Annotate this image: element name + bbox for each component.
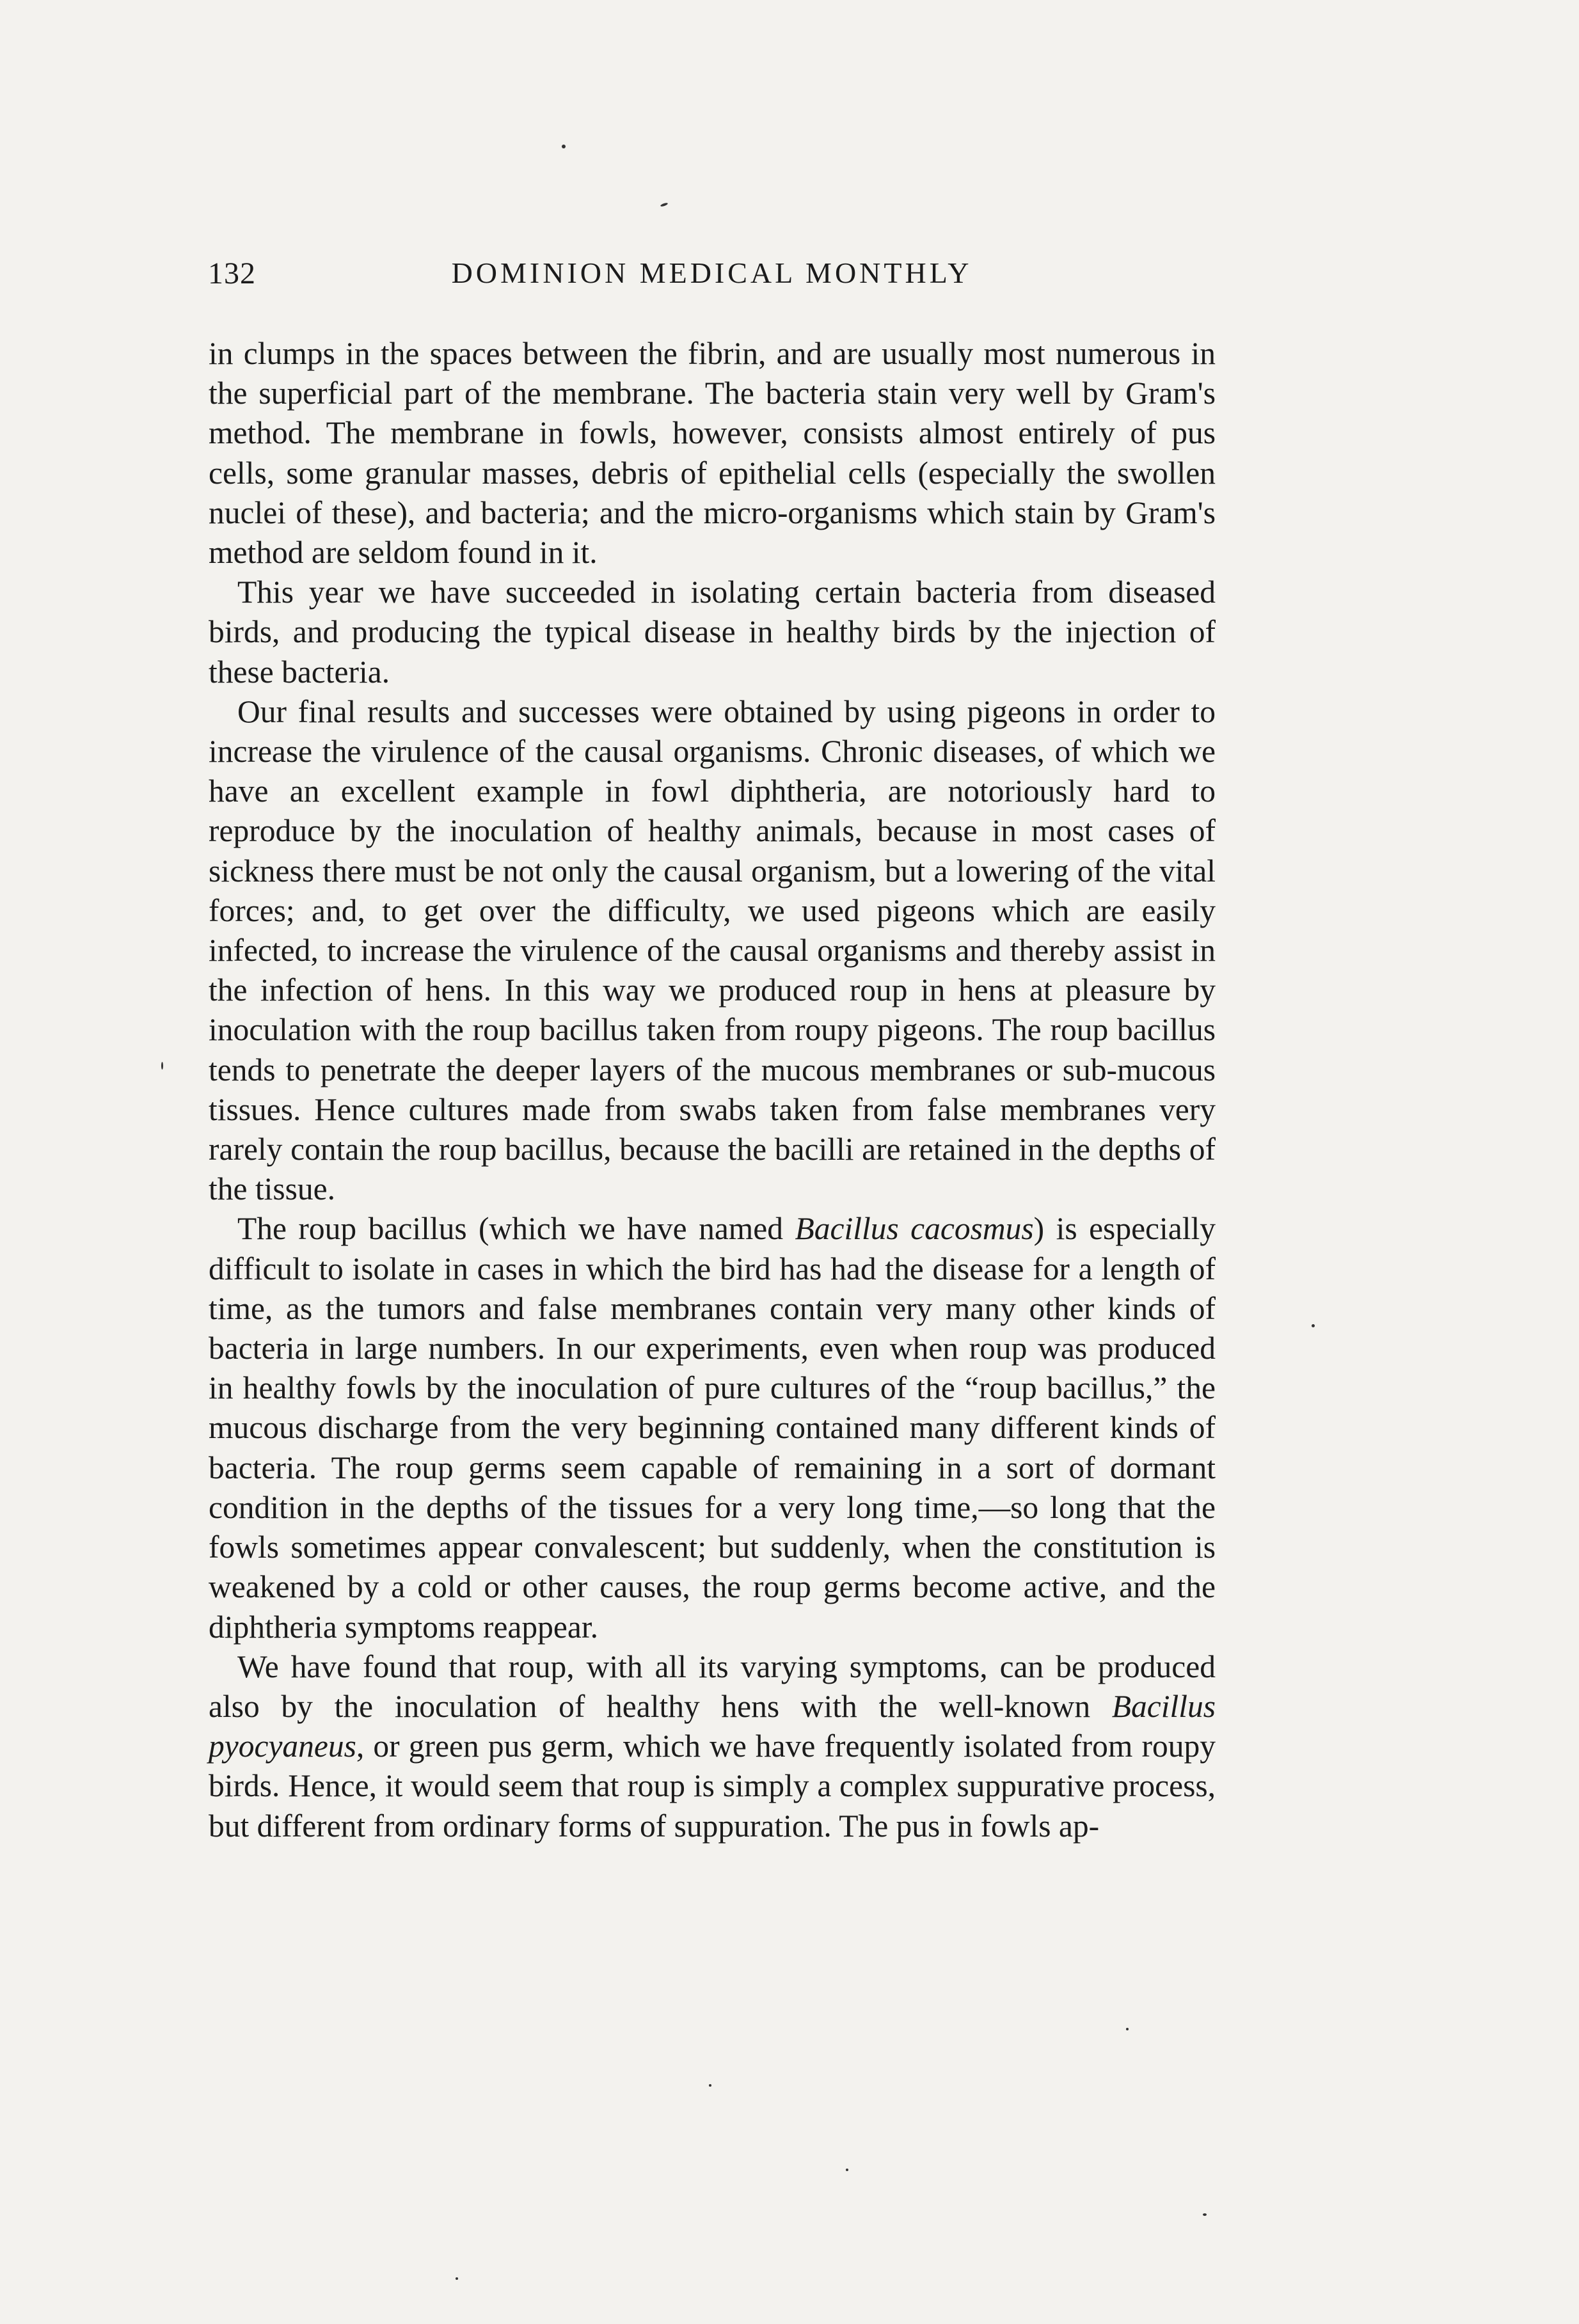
paragraph xyxy=(209,1647,1216,1846)
scan-speck xyxy=(1203,2213,1207,2216)
paragraph-text: The roup bacillus (which we have named xyxy=(237,1211,795,1247)
italic-term: Bacillus cacosmus xyxy=(795,1211,1034,1247)
paragraph-text: in clumps in the spaces between the fibrin, and are usually most numerous in the superficial part of the membrane. The bacteria stain very well by Gram's method. The membrane in fowls, however, consists almost entirely of pus cells, some granular masses, debris of epithelial cells (especially the swollen nuclei of these), and bacteria; and the micro-organisms which stain by Gram's method are seldom found in it. xyxy=(209,336,1216,571)
page-number: 132 xyxy=(208,257,256,290)
paragraph xyxy=(209,692,1216,1210)
paragraph xyxy=(209,573,1216,692)
paragraph-text: We have found that roup, with all its varying symptoms, can be produced also by the inoculation of healthy hens with the well-known xyxy=(209,1648,1216,1724)
running-head: DOMINION MEDICAL MONTHLY xyxy=(451,257,972,289)
scan-speck xyxy=(562,145,566,148)
paragraph-text: This year we have succeeded in isolating certain bacteria from diseased birds, and producing the typical disease in healthy birds by the injection of these bacteria. xyxy=(209,574,1216,690)
paragraph xyxy=(209,334,1216,573)
paragraph xyxy=(209,1209,1216,1647)
paragraph-text: Our final results and successes were obtained by using pigeons in order to increase the virulence of the causal organisms. Chronic diseases, of which we have an excellent example in fowl diphtheria, are notoriously hard to reproduce by the inoculation of healthy animals, because in most cases of sickness there must be not only the causal organism, but a lowering of the vital forces; and, to get over the difficulty, we used pigeons which are easily infected, to increase the virulence of the causal organisms and thereby assist in the infection of hens. In this way we produced roup in hens at pleasure by inoculation with the roup bacillus taken from roupy pigeons. The roup bacillus tends to penetrate the deeper layers of the mucous membranes or sub-mucous tissues. Hence cultures made from swabs taken from false membranes very rarely contain the roup bacillus, because the bacilli are retained in the depths of the tissue. xyxy=(209,693,1216,1207)
scan-speck xyxy=(660,202,669,207)
paragraph-text: , or green pus germ, which we have frequently isolated from roupy birds. Hence, it would seem that roup is simply a complex suppurative process, but different from ordinary forms of suppuration. The pus in fowls ap- xyxy=(209,1728,1216,1844)
scan-speck xyxy=(1126,2028,1129,2030)
scan-speck xyxy=(846,2169,848,2171)
scan-speck xyxy=(709,2084,711,2087)
scan-speck xyxy=(161,1062,163,1070)
paragraph-text: ) is especially difficult to isolate in cases in which the bird has had the disease for a length of time, as the tumors and false membranes contain very many other kinds of bacteria in large numbers. In our experiments, even when roup was produced in healthy fowls by the inoculation of pure cultures of the “roup bacillus,” the mucous discharge from the very beginning contained many different kinds of bacteria. The roup germs seem capable of remaining in a sort of dormant condition in the depths of the tissues for a very long time,—so long that the fowls sometimes appear convalescent; but suddenly, when the constitution is weakened by a cold or other causes, the roup germs become active, and the diphtheria symptoms reappear. xyxy=(209,1211,1216,1645)
italic-term: Bacillus pyocyaneus xyxy=(209,1688,1216,1764)
page-header xyxy=(208,256,1216,301)
scan-speck xyxy=(1312,1324,1315,1327)
scan-speck xyxy=(456,2277,458,2280)
body-text xyxy=(209,334,1216,1846)
